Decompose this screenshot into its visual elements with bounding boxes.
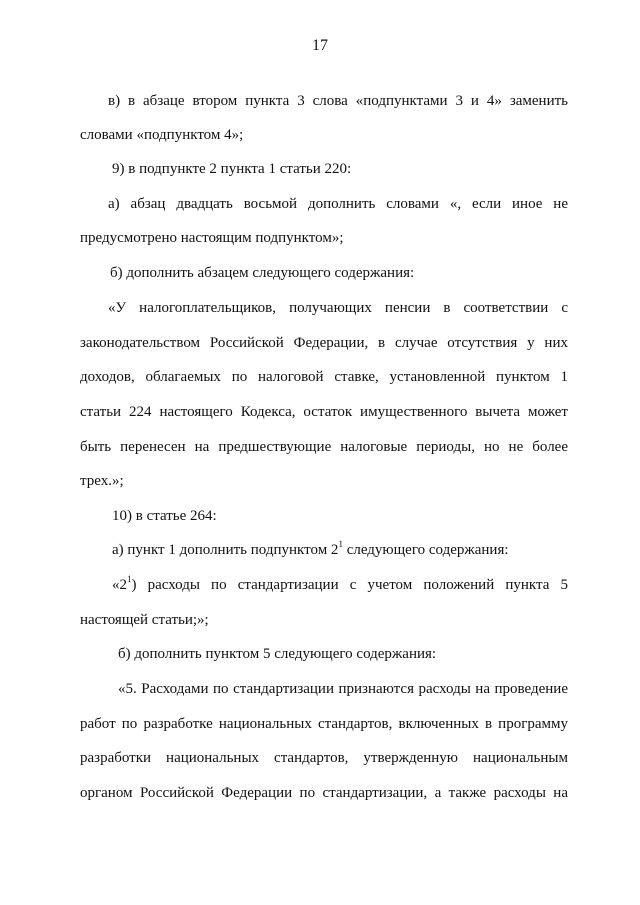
paragraph-line: быть перенесен на предшествующие налоговые периоды, но не более	[80, 439, 568, 455]
paragraph-line: статьи 224 настоящего Кодекса, остаток имущественного вычета может	[80, 404, 568, 420]
text-segment: «2	[112, 577, 127, 593]
paragraph-line: «5. Расходами по стандартизации признаются расходы на проведение	[118, 681, 568, 697]
paragraph-line: работ по разработке национальных стандартов, включенных в программу	[80, 716, 568, 732]
paragraph-line: «У налогоплательщиков, получающих пенсии в соответствии с	[108, 300, 568, 316]
text-segment: ) расходы по стандартизации с учетом положений пункта 5	[131, 577, 568, 593]
paragraph-line	[112, 541, 600, 559]
paragraph-line: доходов, облагаемых по налоговой ставке, установленной пунктом 1	[80, 369, 568, 385]
text-segment: следующего содержания:	[342, 542, 509, 558]
paragraph-line	[112, 576, 568, 594]
superscript: 1	[127, 574, 132, 584]
paragraph-line: предусмотрено настоящим подпунктом»;	[80, 230, 344, 246]
paragraph-line: органом Российской Федерации по стандартизации, а также расходы на	[80, 785, 568, 801]
paragraph-line: трех.»;	[80, 473, 124, 489]
paragraph-line: словами «подпунктом 4»;	[80, 127, 244, 143]
paragraph-line: разработки национальных стандартов, утвержденную национальным	[80, 750, 568, 766]
paragraph-line: б) дополнить абзацем следующего содержания:	[110, 265, 415, 281]
text-segment: а) пункт 1 дополнить подпунктом 2	[112, 542, 339, 558]
paragraph-line: законодательством Российской Федерации, в случае отсутствия у них	[80, 335, 568, 351]
superscript: 1	[338, 539, 343, 549]
paragraph-line: 9) в подпункте 2 пункта 1 статьи 220:	[112, 161, 352, 177]
page-number: 17	[312, 37, 328, 54]
paragraph-line: б) дополнить пунктом 5 следующего содержания:	[118, 646, 437, 662]
paragraph-line: 10) в статье 264:	[112, 508, 217, 524]
paragraph-line: а) абзац двадцать восьмой дополнить словами «, если иное не	[108, 196, 568, 212]
paragraph-line: настоящей статьи;»;	[80, 612, 209, 628]
paragraph-line: в) в абзаце втором пункта 3 слова «подпунктами 3 и 4» заменить	[108, 93, 568, 109]
